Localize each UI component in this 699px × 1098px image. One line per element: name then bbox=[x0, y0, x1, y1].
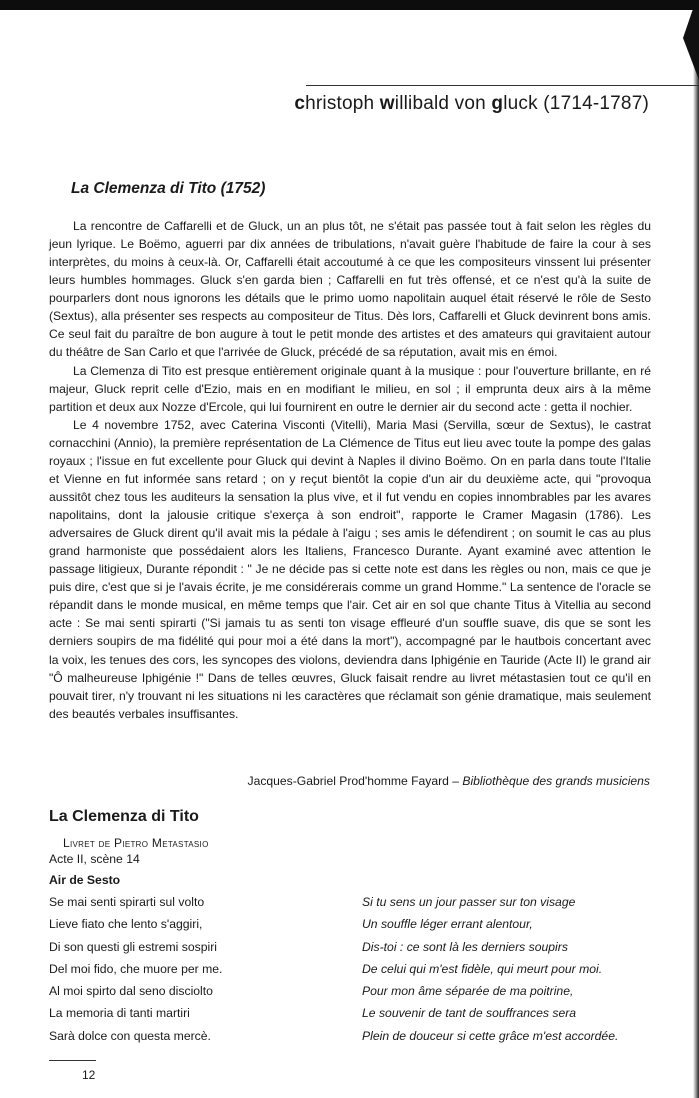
italian-verse: Al moi spirto dal seno disciolto bbox=[49, 984, 213, 999]
libretto-author-line: Livret de Pietro Metastasio bbox=[63, 836, 209, 850]
article-paragraph: Le 4 novembre 1752, avec Caterina Visconti (Vitelli), Maria Masi (Servilla, sœur de Sextus), le castrat cornacchini (Annio), la première représentation de La Clémence de Titus eut lieu avec toute la pompe des galas royaux ; l'issue en fut excellente pour Gluck qui devint à Naples il divino Boëmo. On en parla dans toute l'Italie et Vienne en fut informée sans retard ; on y reçut bientôt la copie d'un air du deuxième acte, qui "provoqua aussitôt chez tous les auditeurs la sensation la plus vive, et il fut vendu en copies innombrables par les avares napolitains, dont la jalousie critique s'exerça à son endroit", rapporte le Cramer Magasin (1786). Les adversaires de Gluck dirent qu'il avait mis la pédale à l'aigu ; ses amis le défendirent ; on soumit le cas au plus grand harmoniste que possédaient alors les Italiens, Francesco Durante. Ayant examiné avec attention le passage litigieux, Durante répondit : " Je ne décide pas si cette note est dans les règles ou non, mais ce que je puis dire, c'est que si je l'avais écrite, je me considérerais comme un grand Homme." La sentence de l'oracle se répandit dans le monde musical, en même temps que l'air. Cet air en sol que chante Titus à Vitellia au second acte : Se mai senti spirarti ("Si jamais tu as senti ton visage effleuré d'un souffle suave, dis que se sont les derniers soupirs de ma fidélité qui pour moi a été dans la mort"), accompagné par le hautbois concertant avec la voix, les tenues des cors, les syncopes des violons, deviendra dans Iphigénie en Tauride (Acte II) le grand air "Ô malheureuse Iphigénie !" Dans de telles œuvres, Gluck faisait rendre au livret métastasien tout ce qu'il en pouvait tirer, n'y trouvant ni les situations ni les caractères que réclamait son génie dramatique, mais seulement des beautés verbales insuffisantes. bbox=[49, 417, 651, 721]
italian-verse: Sarà dolce con questa mercè. bbox=[49, 1028, 211, 1043]
italian-verse: Del moi fido, che muore per me. bbox=[49, 961, 223, 976]
scan-top-border bbox=[0, 0, 699, 10]
italian-verse: Se mai senti spirarti sul volto bbox=[49, 895, 205, 909]
article-credit bbox=[248, 774, 651, 788]
libretto-title: La Clemenza di Tito bbox=[49, 808, 199, 825]
french-verse: Dis-toi : ce sont là les derniers soupirs bbox=[362, 939, 568, 954]
running-head-g: g bbox=[491, 93, 504, 114]
article-body bbox=[49, 217, 651, 723]
footer-rule bbox=[49, 1060, 96, 1061]
french-verse: Pour mon âme séparée de ma poitrine, bbox=[362, 984, 574, 999]
act-scene-label: Acte II, scène 14 bbox=[49, 852, 140, 866]
running-head-part: illibald von bbox=[394, 93, 492, 114]
french-verses bbox=[362, 891, 618, 1047]
running-head-c: c bbox=[294, 93, 306, 114]
page-number: 12 bbox=[82, 1068, 96, 1082]
running-head bbox=[294, 93, 649, 115]
french-verse: Le souvenir de tant de souffrances sera bbox=[362, 1006, 577, 1021]
article-title: La Clemenza di Tito (1752) bbox=[71, 180, 266, 197]
italian-verse: Di son questi gli estremi sospiri bbox=[49, 939, 217, 954]
scan-corner-mark bbox=[683, 10, 699, 80]
french-verse: Plein de douceur si cette grâce m'est accordée. bbox=[362, 1028, 619, 1043]
credit-author: Jacques-Gabriel Prod'homme Fayard – bbox=[247, 774, 463, 788]
credit-source: Bibliothèque des grands musiciens bbox=[462, 774, 650, 788]
french-verse: Un souffle léger errant alentour, bbox=[362, 917, 533, 932]
article-paragraph: La Clemenza di Tito est presque entièrement originale quant à la musique : pour l'ouverture brillante, en ré majeur, Gluck reprit celle d'Ezio, mais en en modifiant le milieu, en sol ; il emprunta deux airs à la même partition et deux aux Nozze d'Ercole, qui lui fournirent en outre le dernier air du second acte : getta il nochier. bbox=[49, 363, 651, 414]
running-head-part: hristoph bbox=[305, 93, 380, 114]
italian-verses bbox=[49, 891, 222, 1047]
running-head-w: w bbox=[379, 93, 395, 114]
italian-verse: La memoria di tanti martiri bbox=[49, 1006, 190, 1021]
scan-right-edge bbox=[693, 10, 699, 1098]
french-verse: Si tu sens un jour passer sur ton visage bbox=[362, 895, 576, 909]
italian-verse: Lieve fiato che lento s'aggiri, bbox=[49, 917, 203, 932]
header-rule bbox=[306, 85, 699, 86]
running-head-part: luck (1714-1787) bbox=[503, 93, 649, 114]
aria-title: Air de Sesto bbox=[49, 873, 121, 887]
article-paragraph: La rencontre de Caffarelli et de Gluck, un an plus tôt, ne s'était pas passée tout à fait selon les règles du jeun lyrique. Le Boëmo, aguerri par dix années de tribulations, n'avait guère l'habitude de faire la cour à ses interprètes, du moins à ceux-là. Or, Caffarelli était accoutumé à ce que les compositeurs vinssent lui présenter leurs humbles hommages. Gluck s'en garda bien ; Caffarelli en fut très offensé, et ce n'est qu'à la suite de pourparlers dont nous ignorons les détails que le primo uomo napolitain auquel était réservé le rôle de Sesto (Sextus), alla présenter ses respects au compositeur de Titus. Dès lors, Caffarelli et Gluck devinrent bons amis. Ce seul fait du paraître de bon augure à tout le petit monde des artistes et des amateurs qui gravitaient autour du théâtre de San Carlo et que l'arrivée de Gluck, précédé de sa réputation, avait mis en émoi. bbox=[49, 219, 651, 360]
french-verse: De celui qui m'est fidèle, qui meurt pour moi. bbox=[362, 961, 603, 976]
